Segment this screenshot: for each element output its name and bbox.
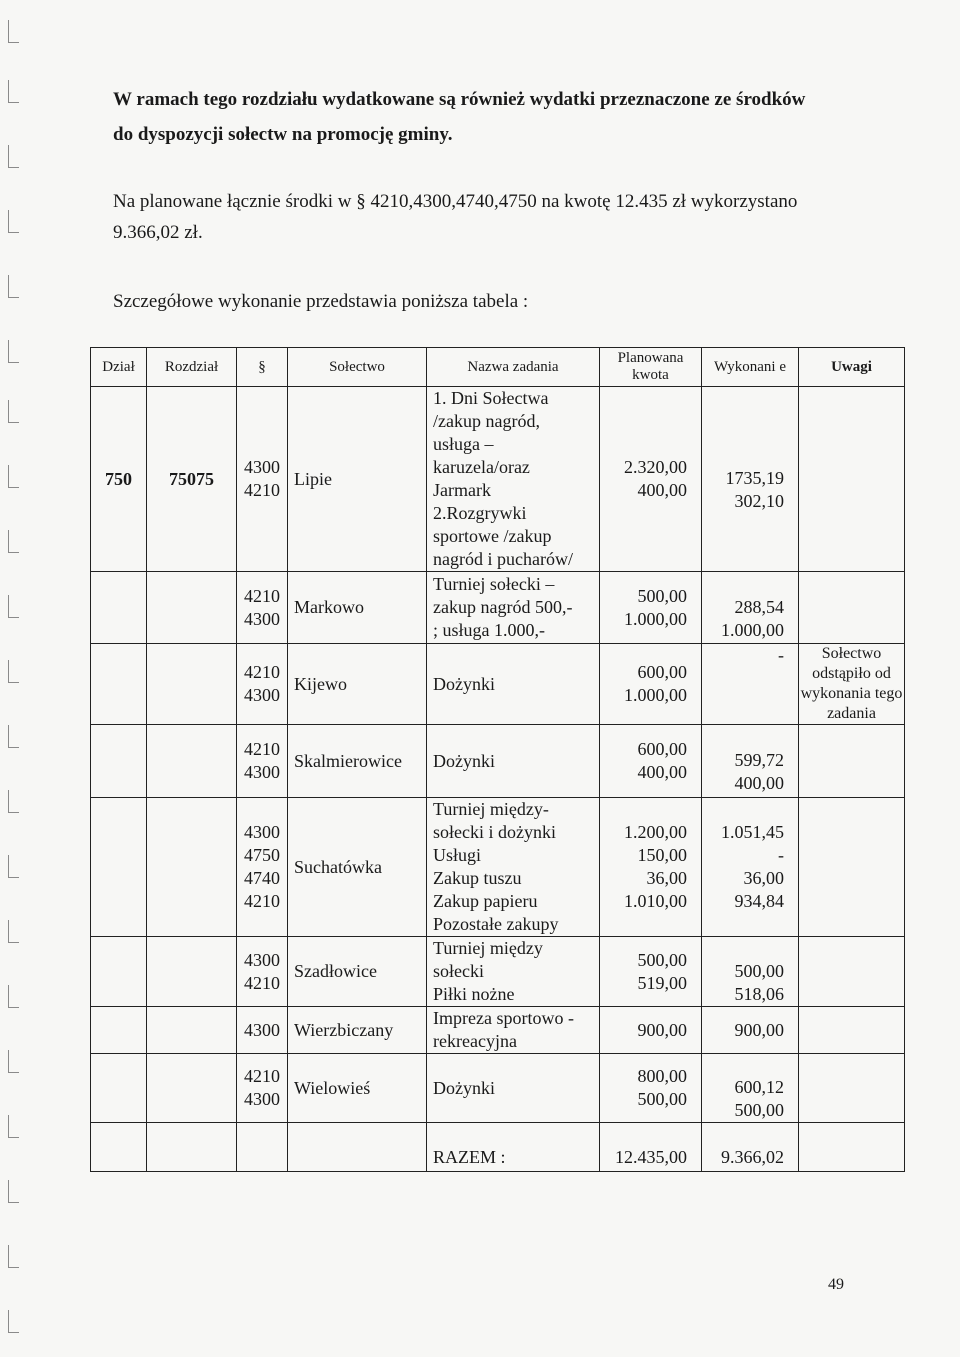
cell-solectwo: Skalmierowice (288, 725, 427, 798)
wykonanie-line: 600,12 (734, 1077, 784, 1097)
total-planowana: 12.435,00 (600, 1123, 702, 1172)
cell-uwagi (799, 572, 905, 644)
page-number: 49 (828, 1276, 844, 1293)
intro-line-2: do dyspozycji sołectw na promocję gminy. (113, 124, 453, 145)
cell-nazwa (427, 725, 600, 798)
cell-dzial (91, 1054, 147, 1123)
total-row (91, 1123, 905, 1172)
paragraf-line: 4300 (244, 1089, 280, 1109)
cell-dzial (91, 798, 147, 937)
intro-line-4: 9.366,02 zł. (113, 222, 203, 243)
cell-rozdzial (147, 1007, 237, 1054)
header-nazwa: Nazwa zadania (427, 348, 600, 387)
table-row (91, 1007, 905, 1054)
planowana-line: 900,00 (637, 1019, 687, 1040)
table-row (91, 572, 905, 644)
intro-line-3: Na planowane łącznie środki w § 4210,4300,4740,4750 na kwotę 12.435 zł wykorzystano (113, 191, 798, 212)
planowana-line: 400,00 (637, 762, 687, 782)
cell-paragraf (237, 572, 288, 644)
planowana-line: 800,00 (637, 1066, 687, 1086)
cell-uwagi: Sołectwo odstąpiło od wykonania tego zadania (799, 644, 905, 725)
wykonanie-line: 934,84 (734, 891, 784, 911)
cell-rozdzial (147, 572, 237, 644)
wykonanie-line: 288,54 (734, 596, 784, 617)
paragraf-line: 4210 (244, 972, 280, 993)
nazwa-line: zakup nagród 500,- (433, 597, 573, 617)
cell-solectwo: Lipie (288, 387, 427, 572)
cell-planowana (600, 937, 702, 1007)
cell-solectwo: Kijewo (288, 644, 427, 725)
paragraf-line: 4750 (244, 845, 280, 865)
paragraf-line: 4210 (244, 891, 280, 911)
intro-line-5: Szczegółowe wykonanie przedstawia poniższa tabela : (113, 291, 529, 312)
planowana-line: 1.010,00 (624, 891, 687, 911)
paragraf-line: 4300 (244, 1019, 280, 1040)
cell-uwagi (799, 725, 905, 798)
wykonanie-line: 36,00 (743, 868, 784, 888)
paragraf-line: 4300 (244, 762, 280, 782)
wykonanie-line: 302,10 (734, 491, 784, 511)
cell-nazwa (427, 572, 600, 644)
cell-wykonanie (702, 798, 799, 937)
cell-wykonanie (702, 937, 799, 1007)
table-header-row (91, 348, 905, 387)
cell-nazwa (427, 644, 600, 725)
cell-paragraf (237, 798, 288, 937)
header-solectwo: Sołectwo (288, 348, 427, 387)
cell-uwagi (799, 798, 905, 937)
nazwa-line: Dożynki (433, 750, 495, 771)
cell-wykonanie (702, 644, 799, 725)
planowana-line: 600,00 (637, 662, 687, 682)
header-dzial: Dział (91, 348, 147, 387)
nazwa-line: rekreacyjna (433, 1031, 517, 1051)
cell-wykonanie (702, 1007, 799, 1054)
planowana-line: 1.000,00 (624, 608, 687, 629)
paragraf-line: 4300 (244, 457, 280, 477)
nazwa-line: karuzela/oraz (433, 457, 530, 477)
wykonanie-line: 599,72 (734, 750, 784, 770)
cell-uwagi (799, 1007, 905, 1054)
nazwa-line: Dożynki (433, 1077, 495, 1098)
header-uwagi: Uwagi (799, 348, 905, 387)
planowana-line: 500,00 (637, 1089, 687, 1109)
nazwa-line: 2.Rozgrywki (433, 503, 527, 523)
nazwa-line: sportowe /zakup (433, 526, 552, 546)
cell-paragraf (237, 1007, 288, 1054)
wykonanie-line: 1.051,45 (721, 822, 784, 842)
cell-dzial (91, 1007, 147, 1054)
paragraf-line: 4300 (244, 822, 280, 842)
wykonanie-line: - (778, 645, 784, 665)
cell-solectwo: Szadłowice (288, 937, 427, 1007)
cell-planowana (600, 1007, 702, 1054)
wykonanie-line: 900,00 (734, 1019, 784, 1040)
nazwa-line: Pozostałe zakupy (433, 914, 559, 934)
cell-paragraf (237, 1054, 288, 1123)
nazwa-line: Zakup papieru (433, 891, 538, 911)
cell-wykonanie (702, 1054, 799, 1123)
nazwa-line: Turniej między- (433, 799, 549, 819)
wykonanie-line: 518,06 (734, 983, 784, 1004)
table-row (91, 725, 905, 798)
cell-paragraf (237, 644, 288, 725)
wykonanie-line: 1.000,00 (721, 619, 784, 640)
cell-paragraf (237, 387, 288, 572)
nazwa-line: Turniej sołecki – (433, 574, 555, 594)
cell-planowana (600, 387, 702, 572)
planowana-line: 519,00 (637, 972, 687, 993)
cell-rozdzial (147, 798, 237, 937)
cell-uwagi (799, 937, 905, 1007)
cell-rozdzial (147, 725, 237, 798)
cell-dzial (91, 644, 147, 725)
nazwa-line: /zakup nagród, (433, 411, 540, 431)
total-wykonanie: 9.366,02 (702, 1123, 799, 1172)
nazwa-line: Jarmark (433, 480, 491, 500)
table-row (91, 387, 905, 572)
cell-planowana (600, 572, 702, 644)
cell-solectwo: Suchatówka (288, 798, 427, 937)
nazwa-line: sołecki (433, 961, 484, 981)
cell-rozdzial (147, 644, 237, 725)
paragraf-line: 4740 (244, 868, 280, 888)
nazwa-line: Turniej między (433, 938, 543, 958)
cell-dzial: 750 (91, 387, 147, 572)
planowana-line: 150,00 (637, 845, 687, 865)
cell-solectwo: Wierzbiczany (288, 1007, 427, 1054)
cell-dzial (91, 572, 147, 644)
cell-rozdzial (147, 1054, 237, 1123)
planowana-line: 500,00 (637, 949, 687, 970)
cell-uwagi (799, 387, 905, 572)
cell-rozdzial: 75075 (147, 387, 237, 572)
paragraf-line: 4210 (244, 480, 280, 500)
nazwa-line: Impreza sportowo - (433, 1008, 574, 1028)
cell-nazwa (427, 798, 600, 937)
cell-planowana (600, 644, 702, 725)
cell-dzial (91, 937, 147, 1007)
paragraf-line: 4210 (244, 1066, 280, 1086)
cell-wykonanie (702, 725, 799, 798)
cell-dzial (91, 725, 147, 798)
cell-planowana (600, 798, 702, 937)
nazwa-line: Piłki nożne (433, 984, 515, 1004)
planowana-line: 1.000,00 (624, 685, 687, 705)
table-row (91, 798, 905, 937)
paragraf-line: 4300 (244, 949, 280, 970)
nazwa-line: Usługi (433, 845, 482, 865)
table-row (91, 937, 905, 1007)
nazwa-line: Dożynki (433, 673, 495, 694)
header-wykonanie: Wykonani e (702, 348, 799, 387)
cell-nazwa (427, 1054, 600, 1123)
cell-planowana (600, 725, 702, 798)
planowana-line: 400,00 (637, 480, 687, 500)
cell-wykonanie (702, 387, 799, 572)
planowana-line: 2.320,00 (624, 457, 687, 477)
cell-nazwa (427, 387, 600, 572)
planowana-line: 600,00 (637, 739, 687, 759)
header-planowana: Planowana kwota (600, 348, 702, 387)
header-rozdzial: Rozdział (147, 348, 237, 387)
wykonanie-line: 500,00 (734, 960, 784, 981)
cell-nazwa (427, 937, 600, 1007)
paragraf-line: 4210 (244, 739, 280, 759)
planowana-line: 36,00 (646, 868, 687, 888)
intro-line-1: W ramach tego rozdziału wydatkowane są również wydatki przeznaczone ze środków (113, 89, 806, 110)
total-label: RAZEM : (427, 1123, 600, 1172)
nazwa-line: sołecki i dożynki (433, 822, 556, 842)
cell-rozdzial (147, 937, 237, 1007)
planowana-line: 1.200,00 (624, 822, 687, 842)
cell-planowana (600, 1054, 702, 1123)
nazwa-line: ; usługa 1.000,- (433, 620, 545, 640)
paragraf-line: 4210 (244, 662, 280, 682)
nazwa-line: Zakup tuszu (433, 868, 522, 888)
cell-uwagi (799, 1054, 905, 1123)
header-paragraf: § (237, 348, 288, 387)
cell-solectwo: Wielowieś (288, 1054, 427, 1123)
solectwa-table (90, 347, 905, 1172)
table-row (91, 1054, 905, 1123)
wykonanie-line: 1735,19 (725, 468, 784, 488)
cell-paragraf (237, 725, 288, 798)
cell-nazwa (427, 1007, 600, 1054)
paragraf-line: 4210 (244, 585, 280, 606)
cell-solectwo: Markowo (288, 572, 427, 644)
paragraf-line: 4300 (244, 685, 280, 705)
cell-wykonanie (702, 572, 799, 644)
nazwa-line: nagród i pucharów/ (433, 549, 573, 569)
cell-paragraf (237, 937, 288, 1007)
nazwa-line: 1. Dni Sołectwa (433, 388, 549, 408)
table-row (91, 644, 905, 725)
paragraf-line: 4300 (244, 608, 280, 629)
wykonanie-line: - (778, 845, 784, 865)
wykonanie-line: 400,00 (734, 773, 784, 793)
wykonanie-line: 500,00 (734, 1100, 784, 1120)
binding-holes (0, 0, 26, 1357)
planowana-line: 500,00 (637, 585, 687, 606)
nazwa-line: usługa – (433, 434, 494, 454)
